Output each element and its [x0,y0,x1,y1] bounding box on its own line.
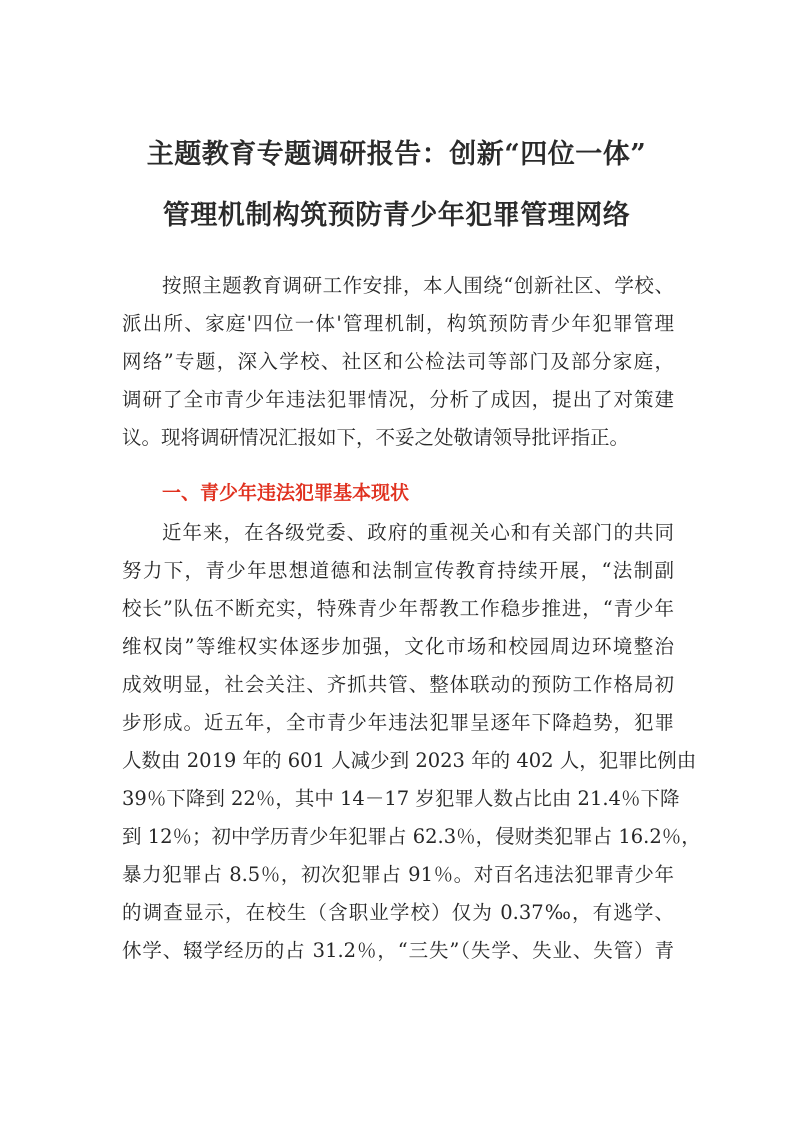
body-line: 到 12％；初中学历青少年犯罪占 62.3％，侵财类犯罪占 16.2％， [122,825,701,848]
intro-line: 按照主题教育调研工作安排，本人围绕“创新社区、学校、 [162,274,674,297]
body-line: 近年来，在各级党委、政府的重视关心和有关部门的共同 [162,521,674,544]
document-title-line-2: 管理机制构筑预防青少年犯罪管理网络 [162,200,631,231]
body-line: 39％下降到 22％，其中 14－17 岁犯罪人数占比由 21.4％下降 [122,787,680,810]
intro-line: 网络”专题，深入学校、社区和公检法司等部门及部分家庭， [122,350,674,373]
body-line: 成效明显，社会关注、齐抓共管、整体联动的预防工作格局初 [122,673,674,696]
body-line: 努力下，青少年思想道德和法制宣传教育持续开展，“法制副 [122,559,674,582]
section-heading: 一、青少年违法犯罪基本现状 [162,482,410,504]
body-line: 休学、辍学经历的占 31.2％，“三失”（失学、失业、失管）青 [122,939,674,962]
body-line: 的调查显示，在校生（含职业学校）仅为 0.37‰，有逃学、 [122,901,674,924]
intro-line: 议。现将调研情况汇报如下，不妥之处敬请领导批评指正。 [122,426,630,449]
intro-line: 派出所、家庭'四位一体'管理机制，构筑预防青少年犯罪管理 [122,312,674,335]
body-line: 暴力犯罪占 8.5％，初次犯罪占 91％。对百名违法犯罪青少年 [122,863,674,886]
body-line: 步形成。近五年，全市青少年违法犯罪呈逐年下降趋势，犯罪 [122,711,674,734]
body-line: 维权岗”等维权实体逐步加强，文化市场和校园周边环境整治 [122,635,674,658]
intro-line: 调研了全市青少年违法犯罪情况，分析了成因，提出了对策建 [122,388,674,411]
body-line: 人数由 2019 年的 601 人减少到 2023 年的 402 人，犯罪比例由 [122,749,697,772]
document-title-line-1: 主题教育专题调研报告：创新“四位一体” [146,139,647,170]
body-line: 校长”队伍不断充实，特殊青少年帮教工作稳步推进，“青少年 [122,597,674,620]
